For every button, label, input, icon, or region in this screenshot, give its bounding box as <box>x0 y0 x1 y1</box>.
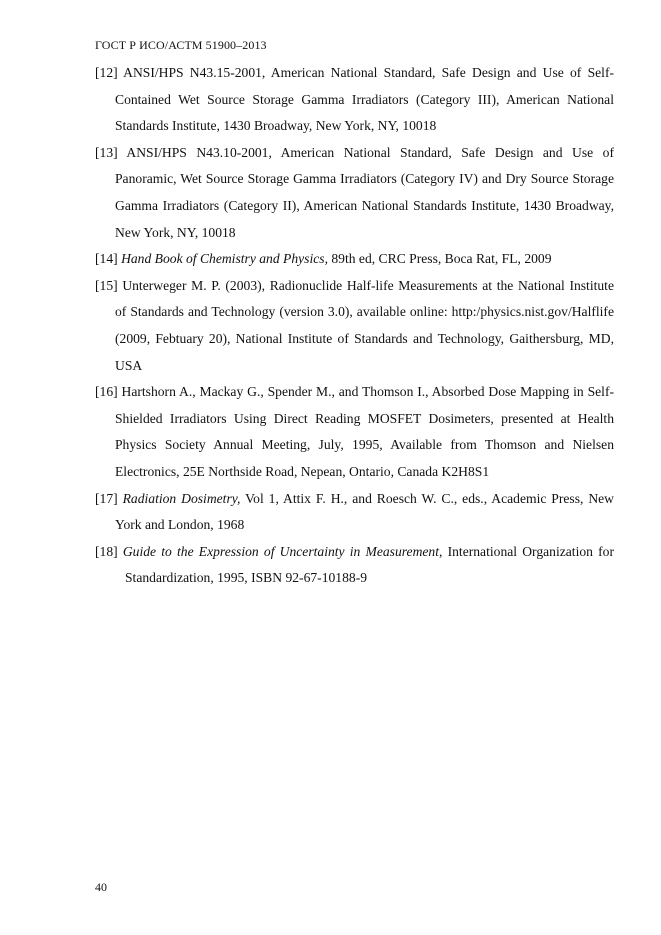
reference-title: Guide to the Expression of Uncertainty in Measurement <box>122 543 440 559</box>
reference-item-17 <box>95 486 614 539</box>
reference-title: Radiation Dosimetry, <box>122 490 241 506</box>
reference-text: Vol 1, Attix F. H., and Roesch W. C., eds., Academic Press, New York and London, 1968 <box>115 490 614 533</box>
reference-text: 89th ed, CRC Press, Boca Rat, FL, 2009 <box>327 251 552 267</box>
reference-text: , International Organization for Standardization, 1995, ISBN 92-67-10188-9 <box>125 543 614 586</box>
reference-text: Hartshorn A., Mackay G., Spender M., and Thomson I., Absorbed Dose Mapping in Self-Shielded Irradiators Using Direct Reading MOSFET Dosimeters, presented at Health Physics Society Annual Meeting, July, 1995, Available from Thomson and Nielsen Electronics, 25E Northside Road, Nepean, Ontario, Canada K2H8S1 <box>115 384 614 479</box>
reference-number: [15] <box>95 277 118 293</box>
reference-text: ANSI/HPS N43.15-2001, American National Standard, Safe Design and Use of Self-Contained Wet Source Storage Gamma Irradiators (Category III), American National Standards Institute, 1430 Broadway, New York, NY, 10018 <box>115 65 614 134</box>
reference-item-18 <box>95 539 614 592</box>
reference-list <box>95 60 614 592</box>
reference-text: Unterweger M. P. (2003), Radionuclide Half-life Measurements at the National Institute of Standards and Technology (version 3.0), available online: http:/physics.nist.gov/Halflife (2009, Febtuary 20), National Institute of Standards and Technology, Gaithersburg, MD, USA <box>115 277 614 373</box>
reference-number: [17] <box>95 490 118 506</box>
reference-text: ANSI/HPS N43.10-2001, American National Standard, Safe Design and Use of Panoramic, Wet Source Storage Gamma Irradiators (Category IV) and Dry Source Storage Gamma Irradiators (Category II), American National Standards Institute, 1430 Broadway, New York, NY, 10018 <box>115 144 614 240</box>
reference-number: [13] <box>95 144 118 160</box>
document-header: ГОСТ Р ИСО/АСТМ 51900–2013 <box>95 38 267 52</box>
reference-item-15 <box>95 273 614 379</box>
reference-title: Hand Book of Chemistry and Physics, <box>121 251 328 267</box>
page-number: 40 <box>95 880 107 894</box>
reference-number: [12] <box>95 65 118 80</box>
reference-number: [14] <box>95 251 118 267</box>
reference-item-14 <box>95 246 614 273</box>
reference-number: [18] <box>95 543 118 559</box>
reference-item-16 <box>95 379 614 485</box>
reference-item-13 <box>95 140 614 246</box>
reference-number: [16] <box>95 384 118 400</box>
reference-item-12 <box>95 60 614 140</box>
